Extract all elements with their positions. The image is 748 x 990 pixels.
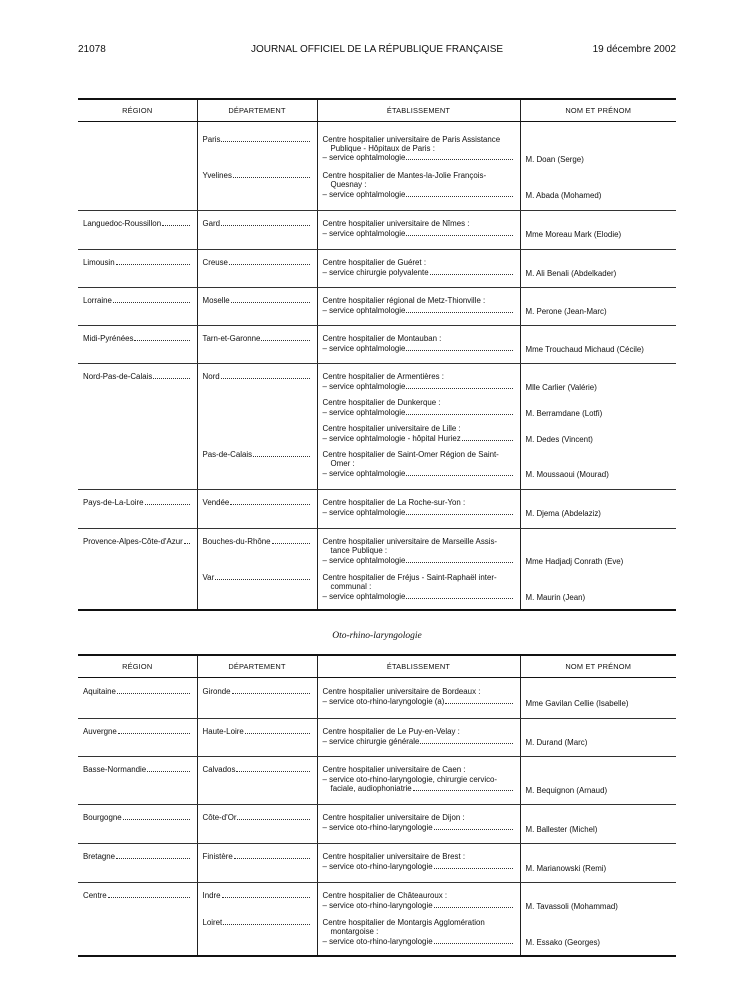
service-line: – service chirurgie polyvalente — [322, 267, 429, 277]
etablissement-line: Centre hospitalier universitaire de Brest : — [322, 851, 466, 861]
region: Pays-de-La-Loire — [83, 497, 144, 507]
nom-prenom: M. Essako (Georges) — [525, 937, 601, 947]
region-cell — [78, 287, 197, 325]
departement: Calvados — [202, 764, 236, 774]
etablissement-line: Publique - Hôpitaux de Paris : — [330, 143, 435, 153]
nom-cell — [520, 804, 676, 843]
nom-prenom: Mme Gavilan Cellie (Isabelle) — [525, 698, 629, 708]
departement: Creuse — [202, 257, 228, 267]
col-header-etablissement: ÉTABLISSEMENT — [317, 99, 520, 121]
service-line: – service ophtalmologie — [322, 381, 406, 391]
nom-prenom: M. Tavassoli (Mohammad) — [525, 901, 618, 911]
service-line: – service chirurgie générale — [322, 736, 420, 746]
region-cell — [78, 363, 197, 489]
region: Midi-Pyrénées — [83, 333, 134, 343]
departement: Finistère — [202, 851, 233, 861]
departement: Moselle — [202, 295, 230, 305]
service-line: – service ophtalmologie — [322, 591, 406, 601]
departement: Pas-de-Calais — [202, 449, 253, 459]
region: Languedoc-Roussillon — [83, 218, 162, 228]
service-line: – service oto-rhino-laryngologie — [322, 936, 433, 946]
nom-prenom: Mme Hadjadj Conrath (Eve) — [525, 556, 624, 566]
region-cell — [78, 843, 197, 882]
section-caption: Oto-rhino-laryngologie — [332, 631, 422, 641]
table-row — [78, 210, 676, 249]
nom-cell — [520, 210, 676, 249]
table-row — [78, 528, 676, 610]
publication-date: 19 décembre 2002 — [592, 44, 676, 55]
departement: Tarn-et-Garonne — [202, 333, 261, 343]
region-cell — [78, 210, 197, 249]
region-cell — [78, 249, 197, 287]
nom-prenom: M. Perone (Jean-Marc) — [525, 306, 607, 316]
service-line: – service oto-rhino-laryngologie — [322, 822, 433, 832]
etablissement-line: Centre hospitalier universitaire de Lille : — [322, 423, 461, 433]
departement: Indre — [202, 890, 221, 900]
col-header-departement: DÉPARTEMENT — [197, 655, 317, 677]
etablissement-line: Centre hospitalier universitaire de Paris Assistance — [322, 134, 501, 144]
nom-prenom: M. Bequignon (Arnaud) — [525, 785, 608, 795]
departement-cell — [197, 249, 317, 287]
departement: Gironde — [202, 686, 231, 696]
nom-cell — [520, 756, 676, 804]
region-cell — [78, 804, 197, 843]
journal-title: JOURNAL OFFICIEL DE LA RÉPUBLIQUE FRANÇAISE — [250, 44, 504, 55]
etablissement-line: Centre hospitalier de Guéret : — [322, 257, 427, 267]
etablissement-line: Centre hospitalier de Dunkerque : — [322, 397, 441, 407]
table-row — [78, 325, 676, 363]
nom-cell — [520, 249, 676, 287]
etablissement-cell — [317, 843, 520, 882]
etablissement-line: Centre hospitalier universitaire de Dijon : — [322, 812, 465, 822]
nom-cell — [520, 363, 676, 489]
nom-prenom: M. Maurin (Jean) — [525, 592, 586, 602]
nom-prenom: Mlle Carlier (Valérie) — [525, 382, 597, 392]
service-line: – service ophtalmologie — [322, 468, 406, 478]
region: Provence-Alpes-Côte-d'Azur — [83, 536, 183, 546]
region-cell — [78, 121, 197, 210]
departement-cell — [197, 287, 317, 325]
etablissement-cell — [317, 718, 520, 756]
region: Auvergne — [83, 726, 117, 736]
etablissement-cell — [317, 121, 520, 210]
etablissement-line: Centre hospitalier de Montauban : — [322, 333, 442, 343]
etablissement-cell — [317, 756, 520, 804]
page-header — [78, 44, 676, 58]
col-header-etablissement: ÉTABLISSEMENT — [317, 655, 520, 677]
etablissement-line: Centre hospitalier de Saint-Omer Région de Saint- — [322, 449, 499, 459]
oto-rhino-laryngologie-table — [78, 654, 676, 957]
departement: Yvelines — [202, 170, 232, 180]
table-row — [78, 249, 676, 287]
departement-cell — [197, 718, 317, 756]
region-cell — [78, 325, 197, 363]
nom-prenom: M. Moussaoui (Mourad) — [525, 469, 609, 479]
etablissement-line: Centre hospitalier de Montargis Agglomération — [322, 917, 485, 927]
etablissement-line: Omer : — [330, 458, 355, 468]
table-header-row — [78, 655, 676, 677]
table-row — [78, 756, 676, 804]
nom-cell — [520, 121, 676, 210]
etablissement-cell — [317, 882, 520, 956]
nom-cell — [520, 287, 676, 325]
etablissement-cell — [317, 677, 520, 718]
nom-prenom: M. Abada (Mohamed) — [525, 190, 602, 200]
region: Limousin — [83, 257, 115, 267]
service-line: – service oto-rhino-laryngologie, chirurgie cervico- — [322, 774, 498, 784]
region: Centre — [83, 890, 107, 900]
etablissement-line: Centre hospitalier régional de Metz-Thionville : — [322, 295, 486, 305]
region-cell — [78, 489, 197, 528]
ophtalmologie-table — [78, 98, 676, 611]
etablissement-cell — [317, 489, 520, 528]
etablissement-line: Centre hospitalier de La Roche-sur-Yon : — [322, 497, 466, 507]
nom-cell — [520, 843, 676, 882]
etablissement-cell — [317, 804, 520, 843]
col-header-nom: NOM ET PRÉNOM — [520, 99, 676, 121]
col-header-region: RÉGION — [78, 99, 197, 121]
departement: Côte-d'Or — [202, 812, 237, 822]
departement: Haute-Loire — [202, 726, 244, 736]
table-row — [78, 718, 676, 756]
etablissement-line: Centre hospitalier de Fréjus - Saint-Raphaël inter- — [322, 572, 497, 582]
service-line: – service oto-rhino-laryngologie — [322, 900, 433, 910]
service-line: – service ophtalmologie — [322, 228, 406, 238]
table-row — [78, 843, 676, 882]
departement: Vendée — [202, 497, 230, 507]
etablissement-line: Centre hospitalier de Le Puy-en-Velay : — [322, 726, 460, 736]
departement-cell — [197, 210, 317, 249]
service-line: – service oto-rhino-laryngologie — [322, 861, 433, 871]
nom-cell — [520, 489, 676, 528]
etablissement-line: communal : — [330, 581, 372, 591]
col-header-nom: NOM ET PRÉNOM — [520, 655, 676, 677]
departement-cell — [197, 677, 317, 718]
service-line: – service ophtalmologie — [322, 152, 406, 162]
service-line: – service ophtalmologie — [322, 555, 406, 565]
table-row — [78, 804, 676, 843]
region: Bretagne — [83, 851, 116, 861]
nom-prenom: M. Marianowski (Remi) — [525, 863, 607, 873]
service-line: – service ophtalmologie — [322, 343, 406, 353]
etablissement-line: Quesnay : — [330, 179, 367, 189]
table-row — [78, 882, 676, 956]
nom-cell — [520, 718, 676, 756]
col-header-region: RÉGION — [78, 655, 197, 677]
etablissement-line: Centre hospitalier de Armentières : — [322, 371, 444, 381]
region-cell — [78, 677, 197, 718]
departement-cell — [197, 843, 317, 882]
region: Nord-Pas-de-Calais — [83, 371, 153, 381]
nom-cell — [520, 325, 676, 363]
departement-cell — [197, 804, 317, 843]
nom-prenom: M. Djema (Abdelaziz) — [525, 508, 601, 518]
table-row — [78, 121, 676, 210]
nom-prenom: M. Ballester (Michel) — [525, 824, 598, 834]
nom-cell — [520, 528, 676, 610]
page-number: 21078 — [78, 44, 106, 55]
etablissement-line: montargoise : — [330, 926, 379, 936]
departement-cell — [197, 528, 317, 610]
departement-cell — [197, 363, 317, 489]
nom-prenom: M. Berramdane (Lotfi) — [525, 408, 603, 418]
nom-prenom: Mme Moreau Mark (Elodie) — [525, 229, 622, 239]
region: Lorraine — [83, 295, 112, 305]
etablissement-cell — [317, 363, 520, 489]
service-line: – service ophtalmologie - hôpital Huriez — [322, 433, 461, 443]
service-line: – service ophtalmologie — [322, 507, 406, 517]
nom-cell — [520, 677, 676, 718]
departement-cell — [197, 489, 317, 528]
table-row — [78, 489, 676, 528]
departement: Nord — [202, 371, 220, 381]
etablissement-cell — [317, 325, 520, 363]
etablissement-line: Centre hospitalier de Mantes-la-Jolie François- — [322, 170, 487, 180]
nom-prenom: M. Dedes (Vincent) — [525, 434, 593, 444]
nom-prenom: M. Doan (Serge) — [525, 154, 584, 164]
etablissement-line: Centre hospitalier universitaire de Caen : — [322, 764, 466, 774]
etablissement-line: Centre hospitalier universitaire de Bordeaux : — [322, 686, 481, 696]
region: Basse-Normandie — [83, 764, 147, 774]
service-line: – service ophtalmologie — [322, 189, 406, 199]
table-row — [78, 287, 676, 325]
nom-prenom: M. Ali Benali (Abdelkader) — [525, 268, 617, 278]
nom-cell — [520, 882, 676, 956]
departement-cell — [197, 756, 317, 804]
departement: Paris — [202, 134, 221, 144]
departement-cell — [197, 325, 317, 363]
etablissement-line: Centre hospitalier universitaire de Marseille Assis- — [322, 536, 498, 546]
region-cell — [78, 882, 197, 956]
table-row — [78, 363, 676, 489]
region: Bourgogne — [83, 812, 122, 822]
service-line: – service ophtalmologie — [322, 305, 406, 315]
service-line: – service oto-rhino-laryngologie (a) — [322, 696, 445, 706]
table-header-row — [78, 99, 676, 121]
departement: Bouches-du-Rhône — [202, 536, 271, 546]
nom-prenom: Mme Trouchaud Michaud (Cécile) — [525, 344, 644, 354]
region-cell — [78, 528, 197, 610]
departement: Gard — [202, 218, 221, 228]
col-header-departement: DÉPARTEMENT — [197, 99, 317, 121]
etablissement-line: Centre hospitalier de Châteauroux : — [322, 890, 448, 900]
etablissement-cell — [317, 249, 520, 287]
nom-prenom: M. Durand (Marc) — [525, 737, 588, 747]
etablissement-cell — [317, 528, 520, 610]
departement: Loiret — [202, 917, 223, 927]
etablissement-line: tance Publique : — [330, 545, 388, 555]
region: Aquitaine — [83, 686, 116, 696]
departement: Var — [202, 572, 215, 582]
table-row — [78, 677, 676, 718]
etablissement-cell — [317, 210, 520, 249]
etablissement-cell — [317, 287, 520, 325]
departement-cell — [197, 121, 317, 210]
region-cell — [78, 718, 197, 756]
etablissement-line: Centre hospitalier universitaire de Nîmes : — [322, 218, 470, 228]
service-line: faciale, audiophoniatrie — [330, 783, 412, 793]
departement-cell — [197, 882, 317, 956]
service-line: – service ophtalmologie — [322, 407, 406, 417]
region-cell — [78, 756, 197, 804]
